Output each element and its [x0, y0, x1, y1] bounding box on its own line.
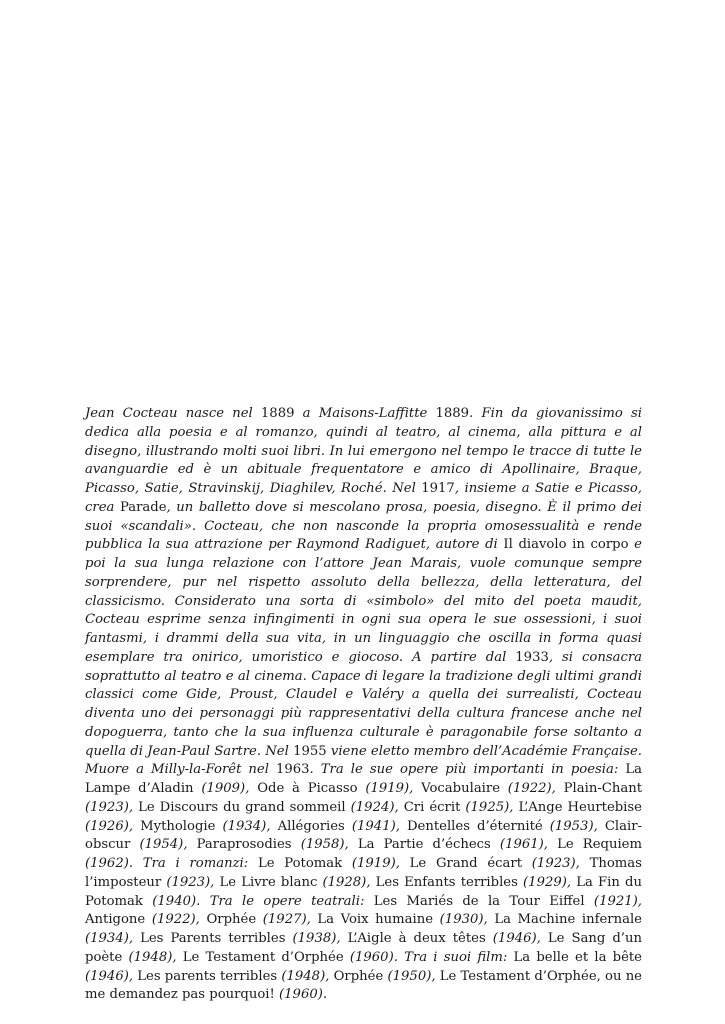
italic-text-segment: (1926), — [85, 818, 141, 834]
italic-text-segment: a Maisons-Laffitte — [294, 406, 436, 421]
roman-text-segment: La Machine infernale — [494, 912, 642, 928]
roman-text-segment: Le Livre blanc — [219, 874, 318, 890]
roman-text-segment: La Fin du Potomak — [85, 874, 642, 909]
italic-text-segment: (1922), — [145, 912, 207, 928]
roman-text-segment: Clair-obscur — [85, 818, 642, 853]
italic-text-segment: (1928), — [317, 874, 376, 890]
roman-text-segment: Il diavolo in corpo — [503, 537, 629, 553]
roman-text-segment: Le Grand écart — [409, 856, 523, 871]
roman-text-segment: Vocabulaire — [421, 781, 501, 796]
italic-text-segment: (1948), — [122, 949, 183, 965]
italic-text-segment: (1919), — [357, 781, 422, 796]
roman-text-segment: Le Testament d’Orphée — [182, 949, 344, 965]
roman-text-segment: Le Discours du grand sommeil — [138, 799, 346, 815]
roman-text-segment: Les Enfants terribles — [375, 874, 518, 890]
italic-text-segment: (1953), — [542, 818, 605, 834]
italic-text-segment: (1958), — [291, 837, 358, 853]
italic-text-segment: (1934), — [85, 931, 141, 946]
italic-text-segment: (1962). Tra i romanzi: — [85, 856, 258, 871]
italic-text-segment: (1961), — [490, 837, 558, 853]
roman-text-segment: L’Ange Heurtebise — [518, 799, 642, 815]
roman-text-segment: Les Parents terribles — [140, 931, 286, 946]
roman-text-segment: La Voix humaine — [317, 912, 434, 928]
roman-text-segment: Cri écrit — [403, 799, 461, 815]
italic-text-segment: (1921), — [584, 893, 642, 909]
italic-text-segment: (1950), — [383, 968, 440, 984]
italic-text-segment: (1924), — [345, 799, 404, 815]
italic-text-segment: (1923), — [85, 799, 139, 815]
italic-text-segment: (1940). Tra le opere teatrali: — [142, 893, 374, 909]
italic-text-segment: Jean Cocteau nasce nel — [85, 406, 261, 421]
roman-text-segment: Mythologie — [140, 818, 216, 834]
roman-text-segment: Ode à Picasso — [257, 781, 358, 796]
italic-text-segment: (1960). — [274, 987, 328, 1003]
italic-text-segment: (1941), — [344, 818, 407, 834]
italic-text-segment: (1948), — [277, 968, 334, 984]
italic-text-segment: (1925), — [460, 799, 519, 815]
italic-text-segment: (1923), — [161, 874, 220, 890]
italic-text-segment: . Fin da giovanissimo si dedica alla poesia e al romanzo, quindi al teatro, al cinema, alla pittura e al disegno, illustrando molti suoi libri. In lui emergono nel tempo le tracce di tutte le avanguardie ed è un abituale frequentatore e amico di Apollinaire, Braque, Picasso, Satie, Stravinskij, Diaghilev, Roché. Nel — [85, 406, 643, 496]
italic-text-segment: e poi la sua lunga relazione con l’attore Jean Marais, vuole comunque sempre sorprendere, pur nel rispetto assoluto della bellezza, della letteratura, del classicismo. Considerato una sorta di «simbolo» del mito del poeta maudit, Cocteau esprime senza infingimenti in ogni sua opera le sue ossessioni, i suoi fantasmi, i drammi della sua vita, in un linguaggio che oscilla in forma quasi esemplare tra onirico, umoristico e giocoso. A partire dal — [85, 537, 642, 665]
italic-text-segment: (1919), — [342, 856, 410, 871]
roman-text-segment: La Partie d’échecs — [357, 837, 491, 853]
italic-text-segment: . Tra le sue opere più importanti in poesia: — [309, 762, 626, 778]
roman-text-segment: 1917 — [421, 481, 455, 496]
roman-text-segment: Paraprosodies — [196, 837, 292, 853]
roman-text-segment: L’Aigle à deux têtes — [347, 931, 486, 946]
roman-text-segment: 1933 — [515, 649, 549, 665]
roman-text-segment: Les parents terribles — [137, 968, 278, 984]
italic-text-segment: (1946), — [85, 968, 138, 984]
roman-text-segment: La belle et la bête — [513, 949, 642, 965]
roman-text-segment: Le Sang d’un poète — [85, 931, 642, 965]
roman-text-segment: 1889 — [260, 406, 295, 421]
italic-text-segment: (1960). Tra i suoi film: — [343, 949, 514, 965]
roman-text-segment: 1889 — [435, 406, 470, 421]
italic-text-segment: (1923), — [522, 856, 590, 871]
author-biography-paragraph — [85, 405, 642, 1005]
italic-text-segment: (1909), — [193, 781, 258, 796]
italic-text-segment: , un balletto dove si mescolano prosa, poesia, disegno. È il primo dei suoi «scandali». Cocteau, che non nasconde la propria omosessualità e rende pubblica la sua attrazione per Raymond Radiguet, autore di — [85, 499, 642, 553]
roman-text-segment: Le Testament d’Orphée, ou ne me demandez pas pourquoi! — [85, 968, 642, 1003]
italic-text-segment: viene eletto membro dell’Académie Française. Muore a Milly-la-Forêt nel — [85, 743, 642, 778]
roman-text-segment: Le Requiem — [557, 837, 642, 853]
roman-text-segment: Orphée — [333, 968, 384, 984]
italic-text-segment: (1938), — [285, 931, 348, 946]
roman-text-segment: 1955 — [293, 743, 327, 759]
roman-text-segment: Thomas l’imposteur — [85, 856, 642, 890]
roman-text-segment: Antigone — [85, 912, 146, 928]
roman-text-segment: Dentelles d’éternité — [406, 818, 543, 834]
italic-text-segment: (1922), — [500, 781, 564, 796]
italic-text-segment: (1946), — [485, 931, 548, 946]
roman-text-segment: Le Potomak — [257, 856, 343, 871]
italic-text-segment: , insieme a Satie e Picasso, crea — [85, 481, 642, 515]
italic-text-segment: , si consacra soprattutto al teatro e al cinema. Capace di legare la tradizione degli ultimi grandi classici come Gide, Proust, Claudel e Valéry a quella dei surrealisti, Cocteau diventa uno dei personaggi più rappresentativi della cultura francese anche nel dopoguerra, tanto che la sua influenza culturale è paragonabile forse soltanto a quella di Jean-Paul Sartre. Nel — [85, 649, 643, 759]
roman-text-segment: La Lampe d’Aladin — [85, 762, 642, 796]
italic-text-segment: (1929), — [517, 874, 577, 890]
italic-text-segment: (1954), — [130, 837, 197, 853]
roman-text-segment: Parade — [119, 499, 167, 515]
italic-text-segment: (1930), — [433, 912, 495, 928]
roman-text-segment: 1963 — [275, 762, 310, 778]
roman-text-segment: Allégories — [277, 818, 345, 834]
roman-text-segment: Orphée — [206, 912, 257, 928]
italic-text-segment: (1934), — [215, 818, 278, 834]
italic-text-segment: (1927), — [256, 912, 318, 928]
roman-text-segment: Plain-Chant — [563, 781, 643, 796]
roman-text-segment: Les Mariés de la Tour Eiffel — [373, 893, 585, 909]
